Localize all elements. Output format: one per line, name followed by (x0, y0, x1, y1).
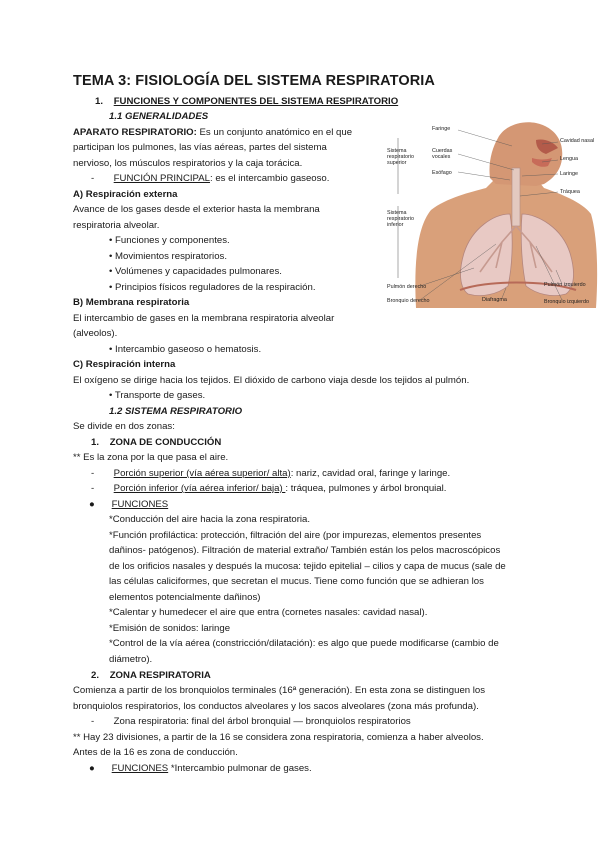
label-lengua: Lengua (560, 156, 578, 162)
zone-2-title: ZONA RESPIRATORIA (109, 670, 211, 681)
dash-marker: - (91, 468, 95, 479)
funciones-line: elementos potencialmente dañinos) (109, 592, 261, 603)
porcion-inferior-text: : tráquea, pulmones y árbol bronquial. (285, 483, 447, 494)
zone-1-porcion-inferior (91, 481, 446, 496)
section-c-line-1: El oxígeno se dirige hacia los tejidos. El dióxido de carbono viaja desde los tejidos al pulmón. (73, 375, 470, 386)
label-superior-1: Sistema (387, 148, 407, 154)
subsection-1-2: 1.2 SISTEMA RESPIRATORIO (109, 406, 243, 417)
section-1-title: FUNCIONES Y COMPONENTES DEL SISTEMA RESPIRATORIO (113, 96, 399, 107)
funcion-principal-text: : es el intercambio gaseoso. (209, 173, 330, 184)
zone-2-funciones-line (89, 761, 312, 776)
zone-1-porcion-superior (91, 466, 450, 481)
zone-1-heading (91, 435, 221, 450)
label-esofago: Esófago (432, 170, 452, 176)
dash-marker: - (91, 483, 95, 494)
aparato-label: APARATO RESPIRATORIO: (73, 127, 197, 138)
section-a-line-1: Avance de los gases desde el exterior hasta la membrana (73, 204, 320, 215)
label-bronquio-derecho: Bronquio derecho (387, 298, 430, 304)
section-b-line-1: El intercambio de gases en la membrana respiratoria alveolar (73, 313, 335, 324)
label-faringe: Faringe (432, 126, 451, 132)
funciones-line: *Calentar y humedecer el aire que entra (cornetes nasales: cavidad nasal). (109, 607, 428, 618)
funciones-line: dañinos- patógenos). Filtración de material extraño/ También están los pelos macroscópicos (109, 545, 501, 556)
section-a-item: • Movimientos respiratorios. (109, 251, 227, 262)
bullet-marker: ● (89, 499, 95, 510)
aparato-text-1: Es un conjunto anatómico en el que (196, 127, 353, 138)
porcion-superior-text: : nariz, cavidad oral, faringe y laringe. (290, 468, 451, 479)
zone-1-funciones-heading (89, 497, 168, 512)
zone-2-line-2: bronquiolos respiratorios, los conductos alveolares y los sacos alveolares (zona más profunda). (73, 701, 479, 712)
zone-2-note-2: Antes de la 16 es zona de conducción. (73, 747, 238, 758)
section-1-heading (95, 94, 398, 109)
label-inferior-2: respiratorio (387, 216, 414, 222)
label-diafragma: Diafragma (482, 297, 507, 303)
zone-2-dash-text: Zona respiratoria: final del árbol bronquial — bronquiolos respiratorios (113, 716, 411, 727)
funcion-principal-line (91, 171, 329, 186)
subsection-1-1: 1.1 GENERALIDADES (109, 111, 209, 122)
section-b-item: • Intercambio gaseoso o hematosis. (109, 344, 262, 355)
zone-2-note-1: ** Hay 23 divisiones, a partir de la 16 se considera zona respiratoria, comienza a haber alveolos. (73, 732, 484, 743)
funciones-line: de los orificios nasales y después la mucosa: tejido epitelial – cilios y capa de mucus (sale de (109, 561, 506, 572)
label-laringe: Laringe (560, 171, 578, 177)
section-c-title: C) Respiración interna (73, 359, 176, 370)
label-cuerdas-1: Cuerdas (432, 148, 453, 154)
funciones-label: FUNCIONES (111, 499, 169, 510)
funciones-line: *Conducción del aire hacia la zona respiratoria. (109, 514, 311, 525)
section-a-item: • Principios físicos reguladores de la respiración. (109, 282, 316, 293)
section-b-title: B) Membrana respiratoria (73, 297, 190, 308)
section-a-line-2: respiratoria alveolar. (73, 220, 160, 231)
label-inferior-3: inferior (387, 222, 404, 228)
aparato-line-1 (73, 125, 352, 140)
section-a-title: A) Respiración externa (73, 189, 178, 200)
section-c-item: • Transporte de gases. (109, 390, 206, 401)
zone-2-number: 2. (91, 670, 100, 681)
zone-2-dash-line (91, 714, 411, 729)
section-b-line-2: (alveolos). (73, 328, 118, 339)
label-traquea: Tráquea (560, 189, 580, 195)
respiratory-system-illustration (386, 118, 598, 308)
zone-1-line-1: ** Es la zona por la que pasa el aire. (73, 452, 229, 463)
funciones-line: *Función profiláctica: protección, filtración del aire (por impurezas, elementos presentes (109, 530, 482, 541)
label-cavidad-nasal: Cavidad nasal (560, 138, 595, 144)
dash-marker: - (91, 716, 95, 727)
dash-marker: - (91, 173, 95, 184)
funciones-2-label: FUNCIONES (111, 763, 169, 774)
funciones-line: las células caliciformes, que secretan el mucus. Tiene como función que se adhieran los (109, 576, 484, 587)
funcion-principal-label: FUNCIÓN PRINCIPAL (113, 173, 210, 184)
label-pulmon-derecho: Pulmón derecho (387, 284, 427, 290)
section-a-item: • Volúmenes y capacidades pulmonares. (109, 266, 282, 277)
label-pulmon-izquierdo: Pulmón izquierdo (544, 282, 586, 288)
funciones-line: diámetro). (109, 654, 153, 665)
zone-2-line-1: Comienza a partir de los bronquiolos terminales (16ª generación). En esta zona se distinguen los (73, 685, 486, 696)
label-bronquio-izquierdo: Bronquio izquierdo (544, 299, 589, 305)
section-1-number: 1. (95, 96, 104, 107)
zone-1-title: ZONA DE CONDUCCIÓN (109, 437, 222, 448)
section-a-item: • Funciones y componentes. (109, 235, 230, 246)
porcion-superior-label: Porción superior (vía aérea superior/ alta) (113, 468, 291, 479)
divide-line: Se divide en dos zonas: (73, 421, 175, 432)
label-cuerdas-2: vocales (432, 154, 451, 160)
label-superior-2: respiratorio (387, 154, 414, 160)
zone-2-heading (91, 668, 211, 683)
funciones-line: *Emisión de sonidos: laringe (109, 623, 231, 634)
zone-1-number: 1. (91, 437, 100, 448)
respiratory-system-figure (386, 118, 598, 308)
bullet-marker: ● (89, 763, 95, 774)
label-superior-3: superior (387, 160, 407, 166)
aparato-line-3: nervioso, los músculos respiratorios y la caja torácica. (73, 158, 303, 169)
funciones-line: *Control de la vía aérea (constricción/dilatación): es algo que puede modificarse (cambio de (109, 638, 499, 649)
funciones-2-text: *Intercambio pulmonar de gases. (168, 763, 312, 774)
porcion-inferior-label: Porción inferior (vía aérea inferior/ baja) (113, 483, 286, 494)
label-inferior-1: Sistema (387, 210, 407, 216)
aparato-line-2: participan los pulmones, las vías aéreas, partes del sistema (73, 142, 327, 153)
page-title: TEMA 3: FISIOLOGÍA DEL SISTEMA RESPIRATORIA (73, 73, 435, 89)
